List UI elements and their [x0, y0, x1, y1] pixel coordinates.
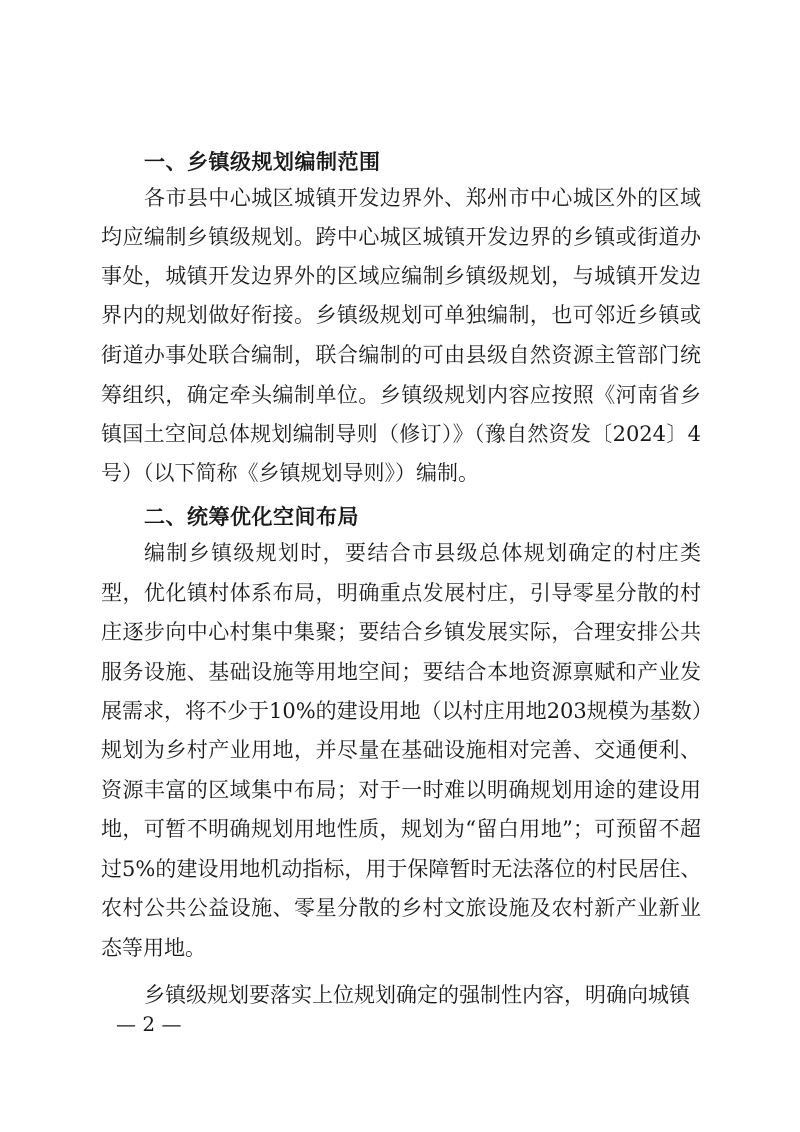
paragraph-line: 庄逐步向中心村集中集聚；要结合乡镇发展实际，合理安排公共: [101, 620, 701, 644]
page-number: — 2 —: [116, 1012, 182, 1036]
section-1-heading: 一、乡镇级规划编制范围: [144, 150, 381, 174]
paragraph-line: 筹组织，确定牵头编制单位。乡镇级规划内容应按照《河南省乡: [101, 383, 701, 407]
paragraph-line: 资源丰富的区域集中布局；对于一时难以明确规划用途的建设用: [101, 778, 701, 802]
paragraph-line: 规划为乡村产业用地，并尽量在基础设施相对完善、交通便利、: [101, 738, 701, 762]
paragraph-line: 服务设施、基础设施等用地空间；要结合本地资源禀赋和产业发: [101, 660, 701, 684]
paragraph-line: 事处，城镇开发边界外的区域应编制乡镇级规划，与城镇开发边: [101, 264, 701, 288]
paragraph-line: 编制乡镇级规划时，要结合市县级总体规划确定的村庄类: [144, 541, 701, 565]
paragraph-line: 展需求，将不少于10%的建设用地（以村庄用地203规模为基数）: [101, 699, 713, 723]
paragraph-line: 街道办事处联合编制，联合编制的可由县级自然资源主管部门统: [101, 343, 701, 367]
paragraph-line: 型，优化镇村体系布局，明确重点发展村庄，引导零星分散的村: [101, 581, 701, 605]
paragraph-line: 均应编制乡镇级规划。跨中心城区城镇开发边界的乡镇或街道办: [101, 225, 701, 249]
paragraph-line: 过5%的建设用地机动指标，用于保障暂时无法落位的村民居住、: [101, 857, 702, 881]
section-2-heading: 二、统筹优化空间布局: [144, 505, 359, 529]
paragraph-line: 镇国土空间总体规划编制导则（修订）》（豫自然资发〔2024〕4: [101, 422, 701, 446]
paragraph-line: 乡镇级规划要落实上位规划确定的强制性内容，明确向城镇: [144, 983, 690, 1007]
paragraph-line: 态等用地。: [101, 936, 206, 960]
paragraph-line: 界内的规划做好衔接。乡镇级规划可单独编制，也可邻近乡镇或: [101, 303, 701, 327]
paragraph-line: 农村公共公益设施、零星分散的乡村文旅设施及农村新产业新业: [101, 896, 701, 920]
paragraph-line: 地，可暂不明确规划用地性质，规划为“留白用地”；可预留不超: [101, 817, 701, 841]
paragraph-line: 号）（以下简称《乡镇规划导则》）编制。: [101, 461, 479, 485]
paragraph-line: 各市县中心城区城镇开发边界外、郑州市中心城区外的区域: [144, 186, 701, 210]
